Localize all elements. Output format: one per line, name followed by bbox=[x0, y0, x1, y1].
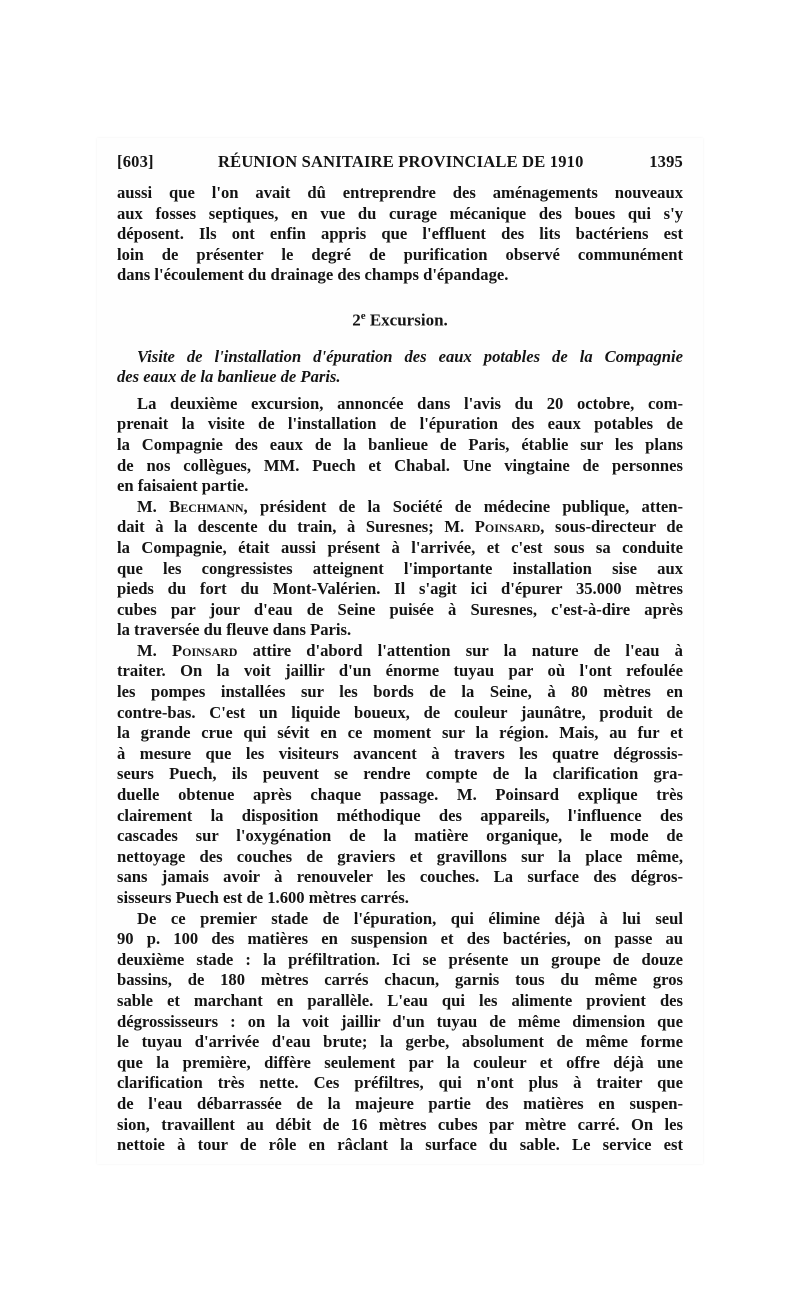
text-line: la Compagnie, était aussi présent à l'arrivée, et c'est sous sa conduite bbox=[117, 537, 683, 557]
text-line: 90 p. 100 des matières en suspension et des bactéries, on passe au bbox=[117, 929, 683, 949]
text-line: clarification très nette. Ces préfiltres, qui n'ont plus à traiter que bbox=[117, 1073, 683, 1093]
text-line: déposent. Ils ont enfin appris que l'effluent des lits bactériens est bbox=[117, 224, 683, 244]
page-reference: [603] bbox=[117, 152, 154, 171]
subtitle-line: des eaux de la banlieue de Paris. bbox=[117, 367, 341, 387]
paragraph-2 bbox=[117, 497, 683, 641]
text-line: la grande crue qui sévit en ce moment sur la région. Mais, au fur et bbox=[117, 723, 683, 743]
paragraph-3 bbox=[117, 641, 683, 909]
text-line: bassins, de 180 mètres carrés chacun, garnis tous du même gros bbox=[117, 970, 683, 990]
text-line: prenait la visite de l'installation de l'épuration des eaux potables de bbox=[117, 414, 683, 434]
text-line: la Compagnie des eaux de la banlieue de Paris, établie sur les plans bbox=[117, 434, 683, 454]
section-heading bbox=[117, 306, 683, 330]
text-line: que les congressistes atteignent l'importante installation sise aux bbox=[117, 558, 683, 578]
person-name: Poinsard bbox=[172, 640, 238, 660]
text-line: traiter. On la voit jaillir d'un énorme tuyau par où l'ont refoulée bbox=[117, 661, 683, 681]
page-number: 1395 bbox=[649, 152, 683, 171]
text-line: de nos collègues, MM. Puech et Chabal. Une vingtaine de personnes bbox=[117, 455, 683, 475]
text-line: les pompes installées sur les bords de la Seine, à 80 mètres en bbox=[117, 682, 683, 702]
text-line: que la première, diffère seulement par la couleur et offre déjà une bbox=[117, 1052, 683, 1072]
text-line: dans l'écoulement du drainage des champs d'épandage. bbox=[117, 265, 509, 285]
text-line: M. Bechmann, président de la Société de médecine publique, atten- bbox=[137, 496, 683, 516]
text-line: sion, travaillent au débit de 16 mètres cubes par mètre carré. On les bbox=[117, 1114, 683, 1134]
text-line: cascades sur l'oxygénation de la matière organique, le mode de bbox=[117, 826, 683, 846]
text-line: nettoyage des couches de graviers et gravillons sur la place même, bbox=[117, 846, 683, 866]
text-line: à mesure que les visiteurs avancent à travers les quatre dégrossis- bbox=[117, 743, 683, 763]
text-line: dait à la descente du train, à Suresnes; M. Poinsard, sous-directeur de bbox=[117, 517, 684, 537]
text-line: La deuxième excursion, annoncée dans l'avis du 20 octobre, com- bbox=[137, 393, 683, 413]
text-line: M. Poinsard attire d'abord l'attention sur la nature de l'eau à bbox=[137, 640, 683, 660]
text-line: De ce premier stade de l'épuration, qui élimine déjà à lui seul bbox=[137, 908, 683, 928]
text-line: duelle obtenue après chaque passage. M. Poinsard explique très bbox=[117, 785, 683, 805]
text-line: loin de présenter le degré de purification observé communément bbox=[117, 244, 683, 264]
text-line: la traversée du fleuve dans Paris. bbox=[117, 620, 352, 640]
text-line: sable et marchant en parallèle. L'eau qui les alimente provient des bbox=[117, 990, 683, 1010]
text-line: contre-bas. C'est un liquide boueux, de couleur jaunâtre, produit de bbox=[117, 702, 683, 722]
page-body bbox=[117, 183, 683, 1156]
text-line: nettoie à tour de rôle en râclant la surface du sable. Le service est bbox=[117, 1135, 683, 1155]
text-line: clairement la disposition méthodique des appareils, l'influence des bbox=[117, 805, 683, 825]
intro-paragraph bbox=[117, 183, 683, 286]
person-name: Poinsard bbox=[474, 517, 541, 537]
text-line: deuxième stade : la préfiltration. Ici se présente un groupe de douze bbox=[117, 949, 683, 969]
text-line: dégrossisseurs : on la voit jaillir d'un tuyau de même dimension que bbox=[117, 1011, 683, 1031]
subtitle-line: Visite de l'installation d'épuration des eaux potables de la Compagnie bbox=[137, 346, 683, 366]
document-page bbox=[97, 138, 703, 1164]
text-line: sisseurs Puech est de 1.600 mètres carrés. bbox=[117, 888, 409, 907]
running-title: RÉUNION SANITAIRE PROVINCIALE DE 1910 bbox=[218, 152, 584, 171]
paragraph-4 bbox=[117, 909, 683, 1156]
text-line: sans jamais avoir à renouveler les couches. La surface des dégros- bbox=[117, 867, 683, 887]
paragraph-1 bbox=[117, 394, 683, 497]
text-line: en faisaient partie. bbox=[117, 476, 249, 496]
section-subtitle bbox=[117, 347, 683, 388]
text-line: pieds du fort du Mont-Valérien. Il s'agit ici d'épurer 35.000 mètres bbox=[117, 579, 683, 599]
section-number-suffix: e bbox=[360, 309, 366, 322]
person-name: Bechmann bbox=[169, 496, 244, 516]
text-line: de l'eau débarrassée de la majeure partie des matières en suspen- bbox=[117, 1093, 683, 1113]
section-title: Excursion. bbox=[369, 310, 448, 330]
text-line: aux fosses septiques, en vue du curage mécanique des boues qui s'y bbox=[117, 203, 683, 223]
section-number: 2 bbox=[352, 310, 361, 330]
text-line: cubes par jour d'eau de Seine puisée à Suresnes, c'est-à-dire après bbox=[117, 599, 683, 619]
running-header bbox=[117, 152, 683, 176]
text-line: le tuyau d'arrivée d'eau brute; la gerbe, absolument de même forme bbox=[117, 1032, 683, 1052]
text-line: aussi que l'on avait dû entreprendre des aménagements nouveaux bbox=[117, 183, 683, 202]
text-line: seurs Puech, ils peuvent se rendre compte de la clarification gra- bbox=[117, 764, 683, 784]
